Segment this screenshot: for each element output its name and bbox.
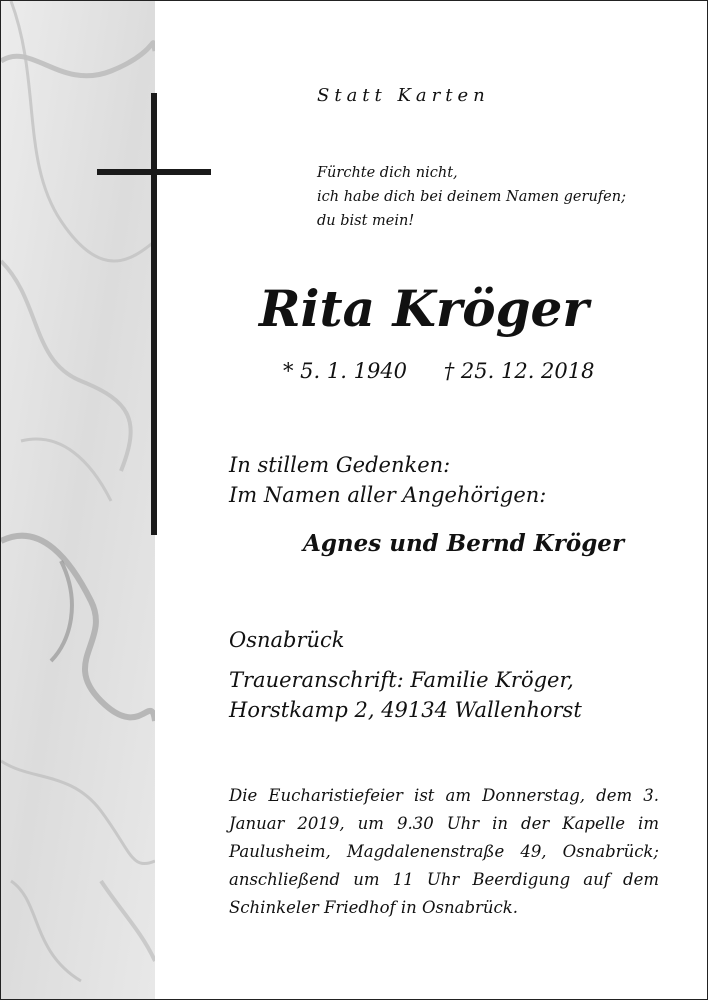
memorial-line: In stillem Gedenken: xyxy=(229,453,451,477)
mourning-address xyxy=(229,665,582,725)
birth-date: * 5. 1. 1940 xyxy=(283,359,408,383)
service-details: Die Eucharistiefeier ist am Donnerstag, dem 3. Januar 2019, um 9.30 Uhr in der Kapelle im Paulusheim, Magdalenenstraße 49, Osnabrück; anschließend um 11 Uhr Beerdigung auf dem Schinkeler Friedhof in Osnabrück. xyxy=(229,786,659,917)
memorial-text xyxy=(229,450,546,510)
memorial-line: Im Namen aller Angehörigen: xyxy=(229,483,547,507)
verse-line: du bist mein! xyxy=(317,213,415,229)
statt-karten-heading: Statt Karten xyxy=(317,85,490,106)
signers-names: Agnes und Bernd Kröger xyxy=(303,530,625,557)
verse-line: Fürchte dich nicht, xyxy=(317,165,458,181)
bible-verse xyxy=(317,161,626,233)
deceased-name: Rita Kröger xyxy=(259,279,589,338)
marble-border-image xyxy=(1,1,155,999)
cross-vertical-bar xyxy=(151,93,157,535)
life-dates xyxy=(283,359,595,383)
death-date: † 25. 12. 2018 xyxy=(443,359,595,383)
verse-line: ich habe dich bei deinem Namen gerufen; xyxy=(317,189,626,205)
cross-horizontal-bar xyxy=(97,169,211,175)
address-line: Horstkamp 2, 49134 Wallenhorst xyxy=(229,698,582,722)
address-line: Traueranschrift: Familie Kröger, xyxy=(229,668,574,692)
city-name: Osnabrück xyxy=(229,628,345,652)
